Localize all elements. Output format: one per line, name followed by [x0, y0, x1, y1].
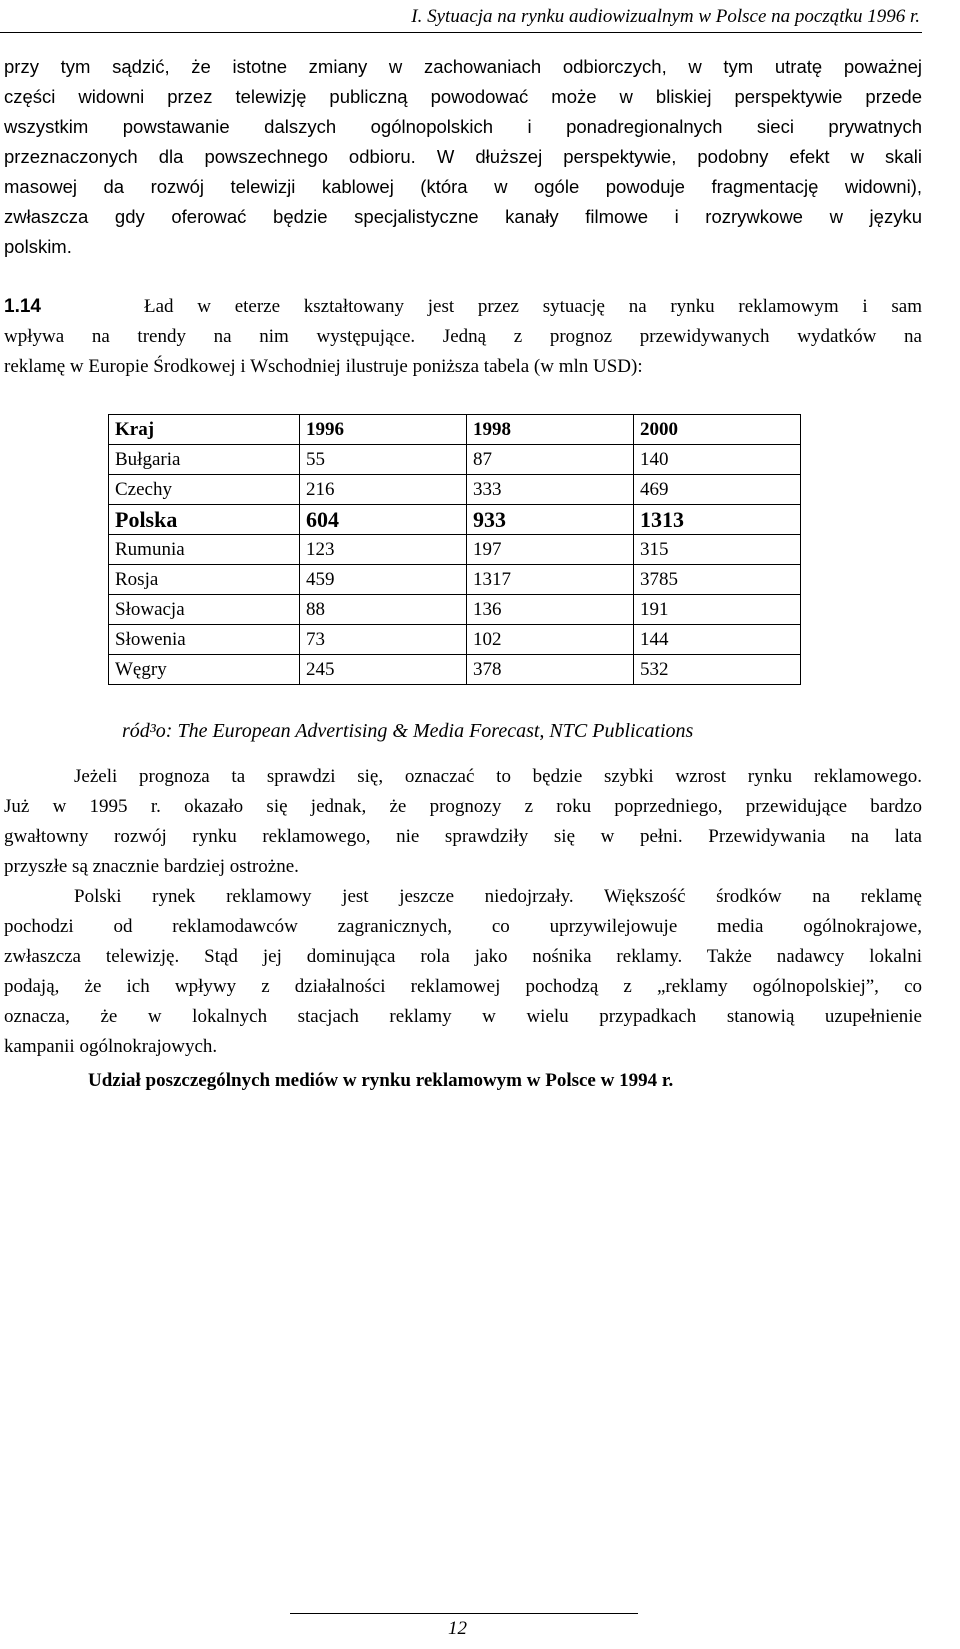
table-cell: Słowenia [109, 625, 300, 655]
text-line: przy tym sądzić, że istotne zmiany w zachowaniach odbiorczych, w tym utratę poważnej [4, 56, 922, 77]
text-line: Ład w eterze kształtowany jest przez sytuację na rynku reklamowym i sam [144, 296, 922, 317]
text-line: Jeżeli prognoza ta sprawdzi się, oznaczać to będzie szybki wzrost rynku reklamowego. [74, 766, 922, 787]
table-header-row [109, 415, 801, 445]
table-cell: 315 [634, 535, 801, 565]
table-row [109, 535, 801, 565]
table-cell: Polska [109, 505, 300, 535]
advertising-forecast-table [108, 414, 801, 685]
table-source-caption: ród³o: The European Advertising & Media Forecast, NTC Publications [122, 720, 694, 742]
table-cell: 136 [467, 595, 634, 625]
table-cell: 140 [634, 445, 801, 475]
table-cell: Węgry [109, 655, 300, 685]
section-heading: Udział poszczególnych mediów w rynku reklamowym w Polsce w 1994 r. [88, 1070, 674, 1091]
table-cell: Słowacja [109, 595, 300, 625]
text-line: gwałtowny rozwój rynku reklamowego, nie sprawdziły się w pełni. Przewidywania na lata [4, 826, 922, 847]
page-number: 12 [448, 1618, 467, 1639]
table-cell: 1313 [634, 505, 801, 535]
table-header-cell: 1996 [300, 415, 467, 445]
text-line: polskim. [4, 236, 72, 257]
table-cell: 197 [467, 535, 634, 565]
table-row [109, 445, 801, 475]
footer-divider [290, 1613, 638, 1614]
table-row [109, 565, 801, 595]
table-cell: 459 [300, 565, 467, 595]
table-cell: 469 [634, 475, 801, 505]
table-row [109, 625, 801, 655]
table-cell: 87 [467, 445, 634, 475]
paragraph-1 [4, 52, 922, 262]
table-cell: 378 [467, 655, 634, 685]
table-cell: 102 [467, 625, 634, 655]
table-cell: 55 [300, 445, 467, 475]
table-cell: 245 [300, 655, 467, 685]
table-cell: 1317 [467, 565, 634, 595]
table-cell: 333 [467, 475, 634, 505]
section-number: 1.14 [4, 296, 41, 317]
text-line: przeznaczonych dla powszechnego odbioru. W dłuższej perspektywie, podobny efekt w skali [4, 146, 922, 167]
text-line: Polski rynek reklamowy jest jeszcze niedojrzały. Większość środków na reklamę [74, 886, 922, 907]
section-first-line [4, 292, 922, 322]
text-line: masowej da rozwój telewizji kablowej (która w ogóle powoduje fragmentację widowni), [4, 176, 922, 197]
text-line: przyszłe są znacznie bardziej ostrożne. [4, 856, 299, 877]
text-line: zwłaszcza telewizję. Stąd jej dominująca rola jako nośnika reklamy. Także nadawcy lokalni [4, 946, 922, 967]
table-cell: 88 [300, 595, 467, 625]
section-1-14 [4, 292, 922, 382]
table-header-cell: 1998 [467, 415, 634, 445]
table-row-highlighted [109, 505, 801, 535]
text-line: wszystkim powstawanie dalszych ogólnopolskich i ponadregionalnych sieci prywatnych [4, 116, 922, 137]
table-cell: 3785 [634, 565, 801, 595]
table-cell: 123 [300, 535, 467, 565]
text-line: zwłaszcza gdy oferować będzie specjalistyczne kanały filmowe i rozrywkowe w języku [4, 206, 922, 227]
running-header: I. Sytuacja na rynku audiowizualnym w Polsce na początku 1996 r. [411, 6, 920, 27]
text-line: oznacza, że w lokalnych stacjach reklamy w wielu przypadkach stanowią uzupełnienie [4, 1006, 922, 1027]
table-cell: 604 [300, 505, 467, 535]
table-cell: 73 [300, 625, 467, 655]
table-cell: Rosja [109, 565, 300, 595]
table-cell: 216 [300, 475, 467, 505]
paragraph-2 [4, 762, 922, 882]
table-header-cell: Kraj [109, 415, 300, 445]
table-row [109, 595, 801, 625]
table-cell: 144 [634, 625, 801, 655]
table-row [109, 655, 801, 685]
header-divider [0, 32, 922, 33]
text-line: pochodzi od reklamodawców zagranicznych, co uprzywilejowuje media ogólnokrajowe, [4, 916, 922, 937]
table-cell: 933 [467, 505, 634, 535]
text-line: podają, że ich wpływy z działalności reklamowej pochodzą z „reklamy ogólnopolskiej”, co [4, 976, 922, 997]
table-cell: 532 [634, 655, 801, 685]
text-line: części widowni przez telewizję publiczną powodować może w bliskiej perspektywie przede [4, 86, 922, 107]
table-row [109, 475, 801, 505]
text-line: kampanii ogólnokrajowych. [4, 1036, 218, 1057]
table-cell: Czechy [109, 475, 300, 505]
paragraph-3 [4, 882, 922, 1062]
text-line: Już w 1995 r. okazało się jednak, że prognozy z roku poprzedniego, przewidujące bardzo [4, 796, 922, 817]
table-cell: 191 [634, 595, 801, 625]
table-header-cell: 2000 [634, 415, 801, 445]
text-line: reklamę w Europie Środkowej i Wschodniej ilustruje poniższa tabela (w mln USD): [4, 356, 643, 377]
text-line: wpływa na trendy na nim występujące. Jedną z prognoz przewidywanych wydatków na [4, 326, 922, 347]
table-cell: Bułgaria [109, 445, 300, 475]
table-cell: Rumunia [109, 535, 300, 565]
